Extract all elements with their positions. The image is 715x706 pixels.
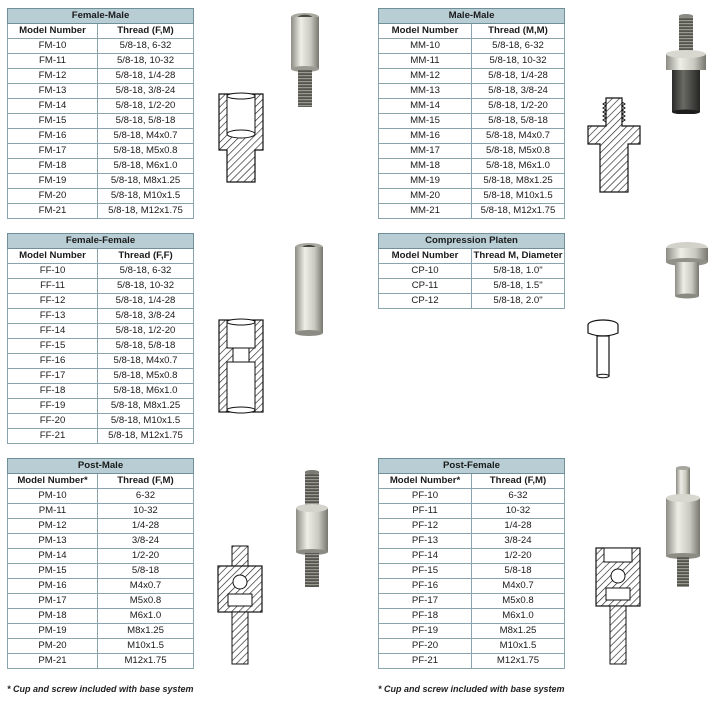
thread-cell: M6x1.0 [98, 609, 194, 624]
table-row [379, 579, 565, 594]
table-row [379, 39, 565, 54]
thread-cell: M4x0.7 [98, 579, 194, 594]
table-title: Post-Female [379, 459, 565, 474]
table-row [8, 639, 194, 654]
table-row [8, 564, 194, 579]
table-row [379, 114, 565, 129]
thread-cell: 5/8-18, 5/8-18 [472, 114, 565, 129]
thread-cell: 5/8-18 [472, 564, 565, 579]
thread-cell: 5/8-18, 1/4-28 [98, 69, 194, 84]
column-header-model-number: Model Number [379, 24, 472, 39]
thread-cell: 5/8-18, M4x0.7 [472, 129, 565, 144]
footnote-right: * Cup and screw included with base system [378, 684, 565, 694]
male-male-adapter-photo [663, 14, 709, 114]
thread-cell: 10-32 [472, 504, 565, 519]
model-number-cell: PM-13 [8, 534, 98, 549]
model-number-cell: PM-21 [8, 654, 98, 669]
model-number-cell: PF-13 [379, 534, 472, 549]
model-number-cell: PM-16 [8, 579, 98, 594]
thread-cell: 3/8-24 [98, 534, 194, 549]
model-number-cell: MM-15 [379, 114, 472, 129]
model-number-cell: PM-20 [8, 639, 98, 654]
table-row [8, 174, 194, 189]
table-row [379, 279, 565, 294]
post-female-cross-section-drawing [592, 544, 644, 666]
column-header-model-number: Model Number [8, 249, 98, 264]
model-number-cell: PM-14 [8, 549, 98, 564]
compression-platen-photo [664, 240, 710, 300]
thread-cell: 1/4-28 [472, 519, 565, 534]
thread-cell: 10-32 [98, 504, 194, 519]
column-header-model-number: Model Number* [379, 474, 472, 489]
thread-cell: 1/4-28 [98, 519, 194, 534]
table-row [8, 264, 194, 279]
model-number-cell: PF-19 [379, 624, 472, 639]
model-number-cell: FM-13 [8, 84, 98, 99]
thread-cell: 5/8-18, 3/8-24 [472, 84, 565, 99]
thread-cell: 5/8-18, 2.0" [472, 294, 565, 309]
thread-cell: 5/8-18, 1.0" [472, 264, 565, 279]
table-row [8, 369, 194, 384]
model-number-cell: PM-10 [8, 489, 98, 504]
table-row [8, 294, 194, 309]
male-male-table [378, 8, 565, 219]
model-number-cell: MM-13 [379, 84, 472, 99]
table-row [8, 399, 194, 414]
model-number-cell: PM-18 [8, 609, 98, 624]
table-row [379, 609, 565, 624]
thread-cell: 6-32 [98, 489, 194, 504]
table-row [379, 564, 565, 579]
thread-cell: 3/8-24 [472, 534, 565, 549]
thread-cell: 5/8-18, M12x1.75 [98, 204, 194, 219]
female-female-table [7, 233, 194, 444]
thread-cell: M8x1.25 [472, 624, 565, 639]
table-row [8, 144, 194, 159]
footnote-left: * Cup and screw included with base system [7, 684, 194, 694]
table-row [8, 579, 194, 594]
thread-cell: M5x0.8 [98, 594, 194, 609]
table-row [379, 549, 565, 564]
model-number-cell: PM-19 [8, 624, 98, 639]
table-title: Post-Male [8, 459, 194, 474]
table-row [8, 489, 194, 504]
table-row [379, 639, 565, 654]
model-number-cell: FM-17 [8, 144, 98, 159]
thread-cell: 5/8-18, 6-32 [98, 264, 194, 279]
column-header-thread: Thread (F,F) [98, 249, 194, 264]
table-row [379, 174, 565, 189]
thread-cell: M6x1.0 [472, 609, 565, 624]
thread-cell: 6-32 [472, 489, 565, 504]
table-row [379, 654, 565, 669]
model-number-cell: FM-21 [8, 204, 98, 219]
table-row [8, 594, 194, 609]
thread-cell: 5/8-18, 3/8-24 [98, 309, 194, 324]
thread-cell: 5/8-18, M12x1.75 [98, 429, 194, 444]
thread-cell: 5/8-18, M8x1.25 [98, 174, 194, 189]
thread-cell: 5/8-18, 5/8-18 [98, 339, 194, 354]
table-row [8, 129, 194, 144]
table-row [8, 624, 194, 639]
table-row [379, 84, 565, 99]
table-row [379, 189, 565, 204]
model-number-cell: MM-12 [379, 69, 472, 84]
compression-platen-drawing [586, 318, 620, 380]
model-number-cell: FF-13 [8, 309, 98, 324]
model-number-cell: PM-17 [8, 594, 98, 609]
model-number-cell: FM-12 [8, 69, 98, 84]
thread-cell: 5/8-18, M10x1.5 [98, 189, 194, 204]
table-row [8, 414, 194, 429]
model-number-cell: FF-18 [8, 384, 98, 399]
model-number-cell: PF-21 [379, 654, 472, 669]
model-number-cell: FF-15 [8, 339, 98, 354]
thread-cell: 5/8-18, 10-32 [98, 279, 194, 294]
table-row [379, 519, 565, 534]
model-number-cell: PM-15 [8, 564, 98, 579]
thread-cell: 5/8-18, M5x0.8 [472, 144, 565, 159]
model-number-cell: PM-12 [8, 519, 98, 534]
female-male-table [7, 8, 194, 219]
model-number-cell: FM-14 [8, 99, 98, 114]
model-number-cell: MM-20 [379, 189, 472, 204]
table-row [8, 549, 194, 564]
model-number-cell: FF-19 [8, 399, 98, 414]
table-row [379, 264, 565, 279]
table-row [8, 84, 194, 99]
table-row [379, 594, 565, 609]
thread-cell: 5/8-18, 10-32 [98, 54, 194, 69]
model-number-cell: FF-16 [8, 354, 98, 369]
table-row [379, 144, 565, 159]
model-number-cell: PF-14 [379, 549, 472, 564]
table-row [8, 654, 194, 669]
thread-cell: 5/8-18, M4x0.7 [98, 354, 194, 369]
column-header-thread: Thread (F,M) [472, 474, 565, 489]
female-female-cross-section-drawing [215, 316, 267, 416]
model-number-cell: CP-10 [379, 264, 472, 279]
column-header-thread: Thread M, Diameter [472, 249, 565, 264]
table-row [8, 189, 194, 204]
thread-cell: 5/8-18, 1/4-28 [98, 294, 194, 309]
model-number-cell: PF-18 [379, 609, 472, 624]
table-row [8, 519, 194, 534]
thread-cell: 5/8-18, 10-32 [472, 54, 565, 69]
thread-cell: 5/8-18, 3/8-24 [98, 84, 194, 99]
female-male-adapter-photo [288, 12, 322, 108]
female-male-cross-section-drawing [215, 90, 267, 186]
female-female-adapter-photo [292, 242, 326, 338]
table-row [8, 309, 194, 324]
table-row [379, 204, 565, 219]
thread-cell: 1/2-20 [472, 549, 565, 564]
model-number-cell: MM-18 [379, 159, 472, 174]
thread-cell: 1/2-20 [98, 549, 194, 564]
table-row [379, 489, 565, 504]
model-number-cell: FF-14 [8, 324, 98, 339]
model-number-cell: PF-20 [379, 639, 472, 654]
model-number-cell: FF-10 [8, 264, 98, 279]
thread-cell: 5/8-18 [98, 564, 194, 579]
table-row [379, 294, 565, 309]
model-number-cell: MM-16 [379, 129, 472, 144]
table-row [379, 129, 565, 144]
table-row [8, 54, 194, 69]
compression-platen-table [378, 233, 565, 309]
table-row [8, 429, 194, 444]
model-number-cell: CP-11 [379, 279, 472, 294]
model-number-cell: MM-10 [379, 39, 472, 54]
table-title: Compression Platen [379, 234, 565, 249]
thread-cell: 5/8-18, M8x1.25 [472, 174, 565, 189]
post-male-cross-section-drawing [214, 544, 266, 666]
table-row [379, 534, 565, 549]
thread-cell: M10x1.5 [98, 639, 194, 654]
thread-cell: M10x1.5 [472, 639, 565, 654]
model-number-cell: FM-19 [8, 174, 98, 189]
thread-cell: 5/8-18, 5/8-18 [98, 114, 194, 129]
column-header-thread: Thread (F,M) [98, 474, 194, 489]
model-number-cell: FM-18 [8, 159, 98, 174]
thread-cell: M8x1.25 [98, 624, 194, 639]
table-row [8, 384, 194, 399]
model-number-cell: FF-12 [8, 294, 98, 309]
model-number-cell: FM-10 [8, 39, 98, 54]
model-number-cell: FM-20 [8, 189, 98, 204]
model-number-cell: PM-11 [8, 504, 98, 519]
table-title: Female-Female [8, 234, 194, 249]
thread-cell: 5/8-18, M10x1.5 [472, 189, 565, 204]
thread-cell: 5/8-18, M5x0.8 [98, 144, 194, 159]
thread-cell: 5/8-18, M8x1.25 [98, 399, 194, 414]
table-row [8, 99, 194, 114]
thread-cell: M4x0.7 [472, 579, 565, 594]
thread-cell: 5/8-18, M10x1.5 [98, 414, 194, 429]
thread-cell: 5/8-18, M6x1.0 [98, 159, 194, 174]
table-row [8, 339, 194, 354]
model-number-cell: MM-14 [379, 99, 472, 114]
model-number-cell: FM-16 [8, 129, 98, 144]
table-row [379, 99, 565, 114]
table-row [8, 114, 194, 129]
thread-cell: 5/8-18, 1/2-20 [98, 99, 194, 114]
table-row [379, 159, 565, 174]
thread-cell: 5/8-18, 6-32 [472, 39, 565, 54]
model-number-cell: FF-11 [8, 279, 98, 294]
table-row [8, 324, 194, 339]
table-row [379, 624, 565, 639]
model-number-cell: MM-19 [379, 174, 472, 189]
table-row [8, 159, 194, 174]
post-male-photo [293, 470, 331, 588]
table-row [8, 504, 194, 519]
table-row [8, 279, 194, 294]
column-header-model-number: Model Number [8, 24, 98, 39]
column-header-model-number: Model Number [379, 249, 472, 264]
column-header-thread: Thread (M,M) [472, 24, 565, 39]
model-number-cell: MM-11 [379, 54, 472, 69]
model-number-cell: FM-15 [8, 114, 98, 129]
thread-cell: 5/8-18, M5x0.8 [98, 369, 194, 384]
model-number-cell: PF-16 [379, 579, 472, 594]
thread-cell: 5/8-18, M6x1.0 [98, 384, 194, 399]
table-row [379, 504, 565, 519]
model-number-cell: MM-21 [379, 204, 472, 219]
column-header-model-number: Model Number* [8, 474, 98, 489]
thread-cell: M12x1.75 [472, 654, 565, 669]
thread-cell: 5/8-18, 1/2-20 [98, 324, 194, 339]
model-number-cell: MM-17 [379, 144, 472, 159]
model-number-cell: FF-17 [8, 369, 98, 384]
thread-cell: 5/8-18, M12x1.75 [472, 204, 565, 219]
table-row [8, 204, 194, 219]
table-row [379, 54, 565, 69]
model-number-cell: FF-20 [8, 414, 98, 429]
thread-cell: 5/8-18, 1/4-28 [472, 69, 565, 84]
post-male-table [7, 458, 194, 669]
male-male-cross-section-drawing [586, 96, 642, 196]
thread-cell: M5x0.8 [472, 594, 565, 609]
table-title: Female-Male [8, 9, 194, 24]
model-number-cell: FF-21 [8, 429, 98, 444]
table-row [8, 609, 194, 624]
model-number-cell: PF-10 [379, 489, 472, 504]
model-number-cell: PF-12 [379, 519, 472, 534]
table-row [379, 69, 565, 84]
table-row [8, 354, 194, 369]
thread-cell: 5/8-18, 1.5" [472, 279, 565, 294]
model-number-cell: FM-11 [8, 54, 98, 69]
table-row [8, 69, 194, 84]
table-row [8, 534, 194, 549]
model-number-cell: PF-15 [379, 564, 472, 579]
thread-cell: 5/8-18, 6-32 [98, 39, 194, 54]
model-number-cell: CP-12 [379, 294, 472, 309]
post-female-table [378, 458, 565, 669]
table-title: Male-Male [379, 9, 565, 24]
thread-cell: 5/8-18, M4x0.7 [98, 129, 194, 144]
post-female-photo [662, 466, 704, 588]
model-number-cell: PF-11 [379, 504, 472, 519]
thread-cell: 5/8-18, 1/2-20 [472, 99, 565, 114]
thread-cell: 5/8-18, M6x1.0 [472, 159, 565, 174]
column-header-thread: Thread (F,M) [98, 24, 194, 39]
table-row [8, 39, 194, 54]
model-number-cell: PF-17 [379, 594, 472, 609]
thread-cell: M12x1.75 [98, 654, 194, 669]
